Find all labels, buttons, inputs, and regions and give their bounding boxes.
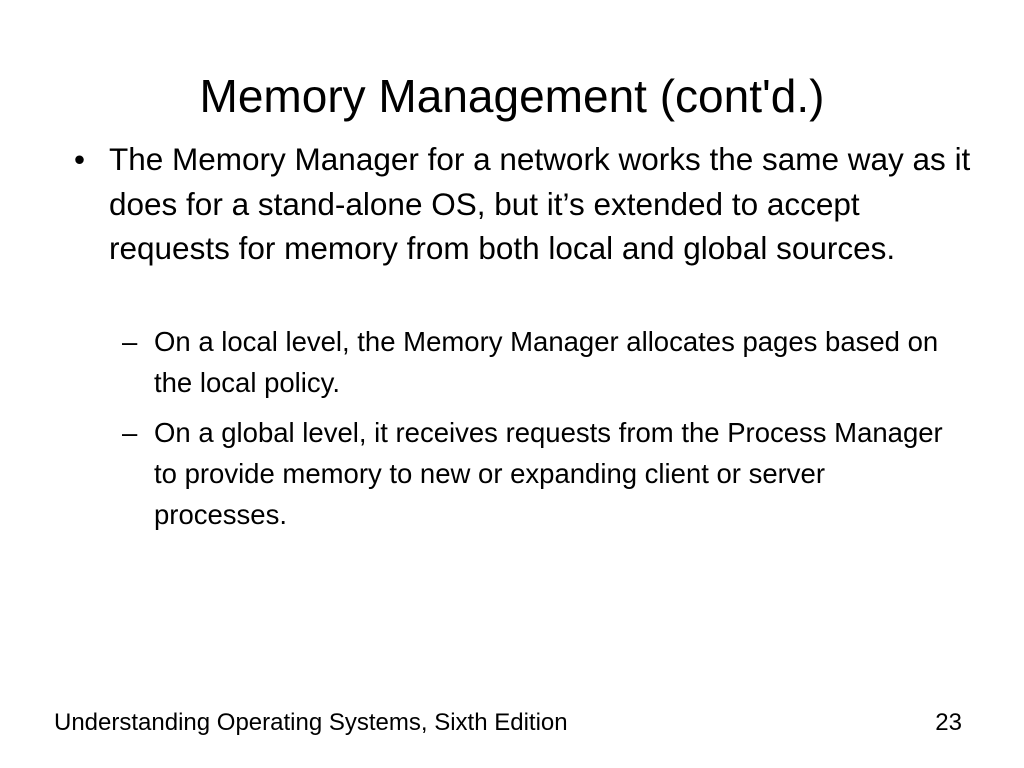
- footer-page-number: 23: [935, 709, 962, 736]
- sub-bullet-marker: –: [122, 417, 138, 448]
- slide-title: Memory Management (cont'd.): [199, 70, 825, 122]
- bullet-item: [74, 137, 974, 271]
- sub-bullet-text: On a local level, the Memory Manager allocates pages based on the local policy.: [154, 326, 939, 398]
- footer-book-title: Understanding Operating Systems, Sixth Edition: [54, 709, 568, 736]
- sub-bullet-text: On a global level, it receives requests from the Process Manager to provide memory to new or expanding client or server processes.: [154, 417, 943, 530]
- bullet-text: The Memory Manager for a network works the same way as it does for a stand-alone OS, but it’s extended to accept requests for memory from both local and global sources.: [109, 141, 971, 266]
- sub-bullet-item: [122, 412, 962, 535]
- sub-bullet-marker: –: [122, 326, 138, 357]
- bullet-marker: •: [74, 141, 86, 177]
- sub-bullet-item: [122, 321, 962, 403]
